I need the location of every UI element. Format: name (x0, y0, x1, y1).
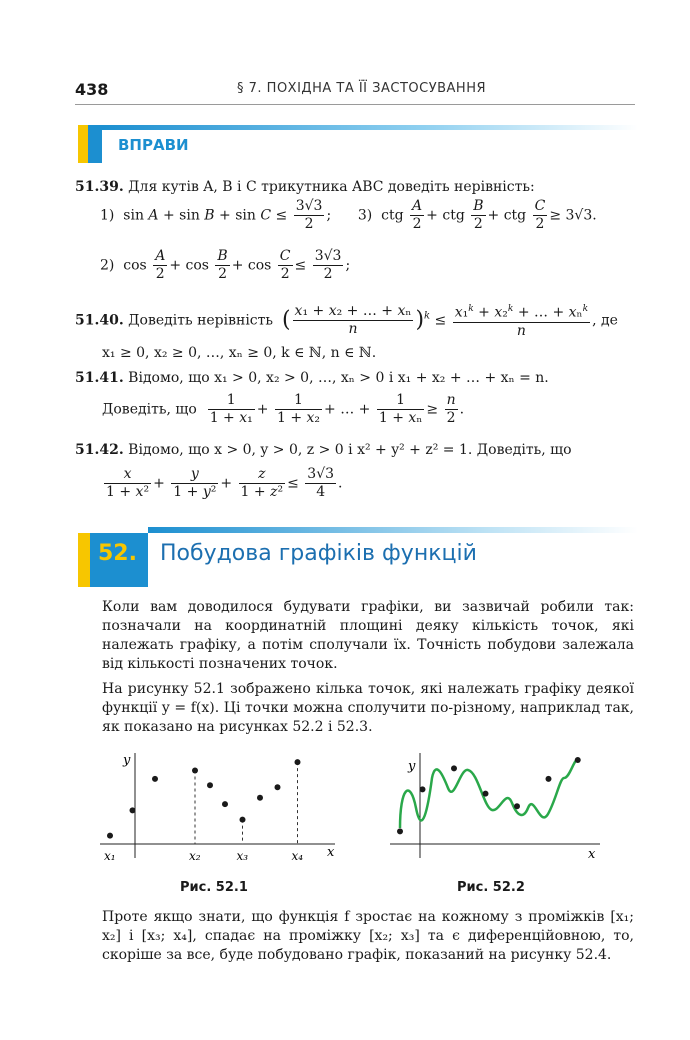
figure-52-2-caption: Рис. 52.2 (457, 880, 525, 895)
fig1-tick-label: x₁ (104, 849, 116, 863)
exercise-51-39-line2: 2) cos $\frac{A}{2}$ + cos $\frac{B}{2}$ + cos $\frac{C}{2}$ ≤ $\frac{3√3}{2}$ ; (100, 248, 351, 282)
paragraph-1: Коли вам доводилося будувати графіки, ви зазвичай робили так: позначали на координатній площині деяку кількість точок, які належать графіку, а потім сполучали їх. Точність побудови залежала від кількості позначених точок. (102, 599, 634, 672)
fig1-x-label: x (327, 845, 335, 860)
fig1-point (152, 776, 158, 782)
fig1-point (240, 817, 246, 823)
exercises-heading: ВПРАВИ (118, 136, 189, 154)
figure-52-1-caption: Рис. 52.1 (180, 880, 248, 895)
fig1-point (192, 768, 198, 774)
figure-52-1 (95, 748, 345, 873)
fig2-curve (400, 760, 578, 828)
fig1-point (222, 801, 228, 807)
fig1-point (207, 782, 213, 788)
fig2-point (420, 786, 426, 792)
header-rule (75, 104, 635, 105)
fig2-point (483, 791, 489, 797)
exercise-51-41-prove: Доведіть, що $\frac{1}{\text{1 + x₁}}$ + $\frac{1}{\text{1 + x₂}}$ + … + $\frac{1}{\text{1 + xₙ}}$ ≥ $\frac{n}{2}$ . (102, 392, 465, 426)
exercise-51-40-conditions: x₁ ≥ 0, x₂ ≥ 0, …, xₙ ≥ 0, k ∈ ℕ, n ∈ ℕ. (102, 345, 377, 361)
fig1-y-label: y (123, 753, 131, 768)
paragraph-2: На рисунку 52.1 зображено кілька точок, які належать графіку деякої функції y = f(x). Ці точки можна сполучити по-різному, наприклад так, як показано на рисунках 52.2 і 52.3. (102, 681, 634, 735)
fig2-point (514, 803, 520, 809)
fig2-x-label: x (588, 847, 596, 862)
fig2-point (546, 776, 552, 782)
figure-52-2 (388, 748, 603, 863)
exercise-51-39: 51.39. Для кутів A, B і C трикутника ABC доведіть нерівність: (75, 179, 535, 195)
exercise-51-39-line1: 1) sin A + sin B + sin C ≤ $\frac{3√3}{2}$ ; 3) ctg $\frac{A}{2}$ + ctg $\frac{B}{2}$ + ctg $\frac{C}{2}$ ≥ 3√3. (100, 198, 597, 232)
exercise-51-42-formula: $\frac{x}{\text{1 + x²}}$ + $\frac{y}{\text{1 + y²}}$ + $\frac{z}{\text{1 + z²}}$ ≤ $\frac{3√3}{4}$ . (106, 466, 343, 500)
fig1-point (295, 759, 301, 765)
fig1-point (107, 833, 113, 839)
section-title: Побудова графіків функцій (160, 541, 477, 566)
fig2-point (397, 828, 403, 834)
exercise-51-42: 51.42. Відомо, що x > 0, y > 0, z > 0 і x² + y² + z² = 1. Доведіть, що (75, 442, 572, 458)
fig1-tick-label: x₃ (236, 849, 249, 863)
fig1-point (130, 807, 136, 813)
fig2-point (575, 757, 581, 763)
fig1-point (257, 795, 263, 801)
fig2-y-label: y (408, 759, 416, 774)
fig1-tick-label: x₂ (189, 849, 201, 863)
section-number: 52. (98, 541, 137, 566)
page-number: 438 (75, 80, 109, 99)
fig2-point (451, 765, 457, 771)
running-title: § 7. ПОХІДНА ТА ЇЇ ЗАСТОСУВАННЯ (237, 81, 487, 96)
exercise-51-41: 51.41. Відомо, що x₁ > 0, x₂ > 0, …, xₙ > 0 і x₁ + x₂ + … + xₙ = n. (75, 370, 549, 386)
exercise-51-40: 51.40. Доведіть нерівність ( $\frac{\text{x₁ + x₂ + … + xₙ}}{n}$ )$^k$ ≤ $\frac{x_1^k + x_2^k + \dots + x_n^k}{n}$ , де (75, 302, 618, 339)
fig1-point (275, 784, 281, 790)
fig1-tick-label: x₄ (291, 849, 304, 863)
paragraph-3: Проте якщо знати, що функція f зростає на кожному з проміжків [x₁; x₂] і [x₃; x₄], спадає на проміжку [x₂; x₃] та є диференційовною, то, скоріше за все, буде побудовано графік, показаний на рисунку 52.4. (102, 909, 634, 963)
